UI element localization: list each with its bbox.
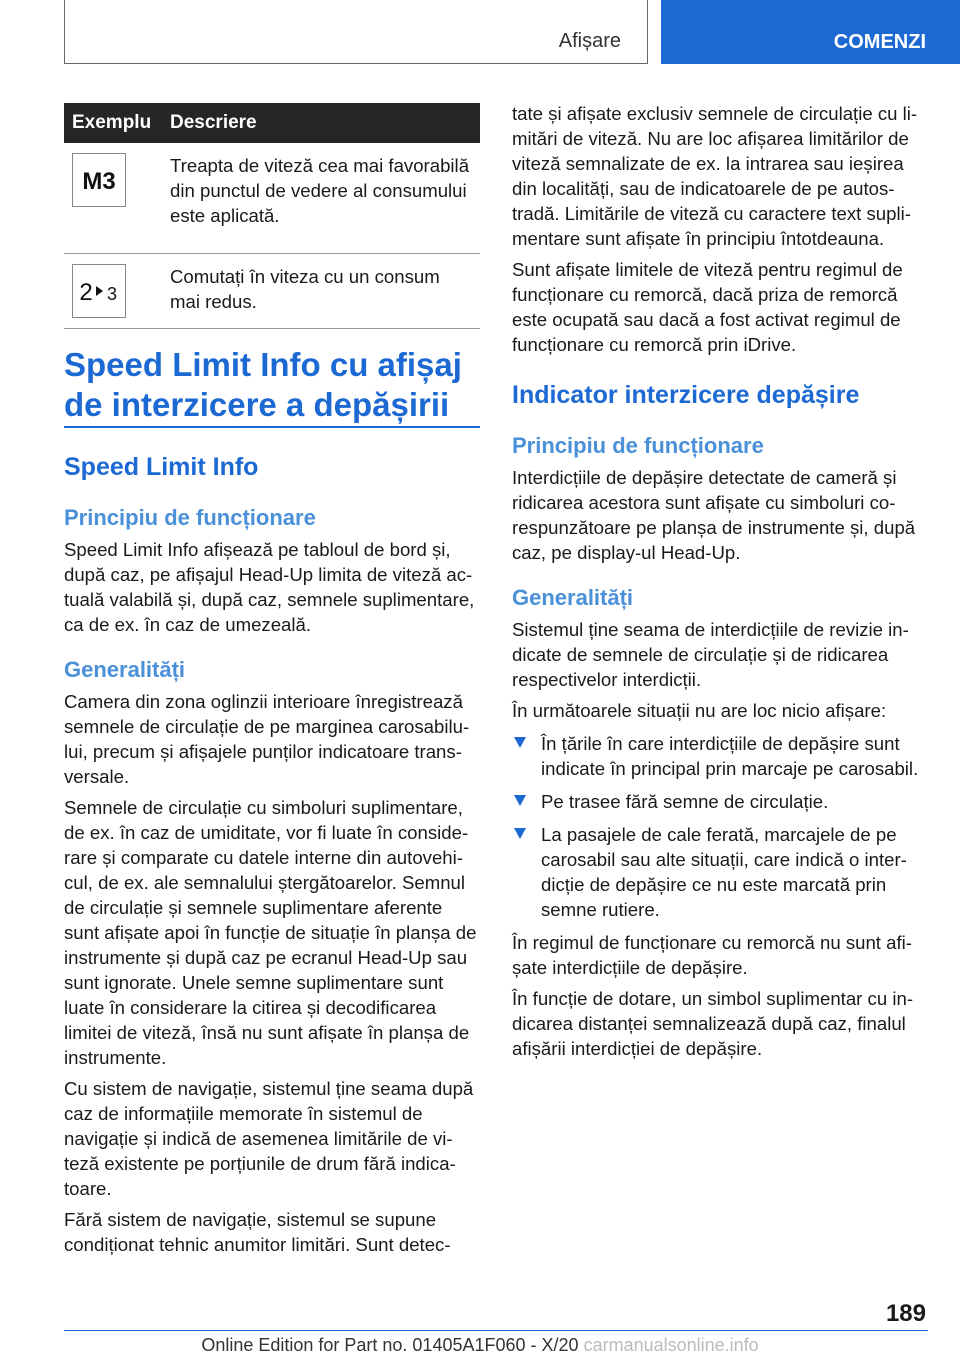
footer-watermark: carmanualsonline.info — [583, 1335, 759, 1355]
shift-to-gear: 3 — [106, 284, 118, 304]
bullet-triangle-icon — [514, 795, 526, 806]
list-item — [512, 731, 924, 781]
left-column-content — [64, 451, 480, 1263]
bullet-triangle-icon — [514, 828, 526, 839]
continued-paragraph: tate și afișate exclusiv semnele de circulație cu limitări de viteză. Nu are loc afișarea limitărilor de viteză semnalizate de ex. la intrarea sau ieșirea din localități, sau de indicatoarele de pe autostradă. Limitările de viteză cu caractere text suplimentare sunt afișate în principiu întotdeauna. — [512, 103, 918, 249]
general-paragraph: Camera din zona oglinzii interioare înregistrează semnele de circulație de pe marginea carosabilului, precum și afișajele punților indicatoare transversale. — [64, 691, 470, 787]
header-section-box — [64, 0, 648, 64]
table-header-row — [64, 103, 480, 143]
general-paragraph: Sistemul ține seama de interdicțiile de revizie indicate de semnele de circulație și de ridicarea respectivelor interdicții. — [512, 619, 909, 690]
table-header-description: Descriere — [162, 103, 480, 143]
general-heading: Generalități — [512, 585, 634, 610]
header-chapter-tab[interactable] — [661, 0, 960, 64]
bullet-triangle-icon — [514, 737, 526, 748]
principle-heading: Principiu de funcționare — [512, 433, 764, 458]
gear-m3-icon — [72, 153, 126, 207]
general-paragraph: În următoarele situații nu are loc nicio afișare: — [512, 700, 887, 721]
title-divider — [64, 426, 480, 428]
list-item-text: La pasajele de cale ferată, marcajele de pe carosabil sau alte situații, care indică o interdicție de depășire ce nu este marcată prin semne rutiere. — [541, 824, 907, 920]
table-row — [64, 143, 480, 254]
shift-from-gear: 2 — [79, 279, 93, 306]
table-cell-description: Treapta de viteză cea mai favorabilă din punctul de vedere al consumului este aplicată. — [162, 143, 480, 254]
list-item-text: În țările în care interdicțiile de depășire sunt indicate în principal prin marcaje pe carosabil. — [541, 733, 919, 779]
header-chapter-title: COMENZI — [833, 31, 926, 53]
footer-divider — [64, 1330, 928, 1331]
gear-m3-icon-text: M3 — [82, 168, 116, 195]
table-row — [64, 254, 480, 329]
table-header-example: Exemplu — [64, 103, 162, 143]
trailer-paragraph: Sunt afișate limitele de viteză pentru regimul de funcționare cu remorcă, dacă priza de remorcă este ocupată sau dacă a fost activat regimul de funcționare cu remorcă prin iDrive. — [512, 259, 903, 355]
speed-limit-info-heading: Speed Limit Info — [64, 453, 259, 481]
situations-list — [512, 731, 924, 922]
page-number: 189 — [885, 1300, 926, 1327]
principle-text: Speed Limit Info afișează pe tabloul de bord și, după caz, pe afișajul Head-Up limita de viteză actuală valabilă și, după caz, semnele suplimentare, ca de ex. în caz de umezeală. — [64, 539, 475, 635]
table-cell-icon — [64, 254, 162, 329]
general-paragraph: În regimul de funcționare cu remorcă nu sunt afișate interdicțiile de depășire. — [512, 932, 912, 978]
general-paragraph: Cu sistem de navigație, sistemul ține seama după caz de informațiile memorate în sistemul de navigație și indică de asemenea limitările de viteză existente pe porțiunile de drum fără indicatoare. — [64, 1078, 474, 1199]
header-section-title: Afișare — [558, 30, 621, 52]
general-paragraph: Fără sistem de navigație, sistemul se supune condiționat tehnic anumitor limitări. Sunt detec- — [64, 1209, 451, 1255]
general-paragraph: Semnele de circulație cu simboluri suplimentare, de ex. în caz de umiditate, vor fi luate în considerare și comparate cu datele interne din autovehicul, de ex. ale semnalului ștergătoarelor. Semnul de circulație și semnele suplimentare aferente sunt afișate apoi în funcție de situație în planșa de instrumente și după caz pe ecranul Head-Up sau sunt ignorate. Unele semne suplimentare sunt luate în considerare la citirea și decodificarea limitei de viteză, însă nu sunt afișate în planșa de instrumente. — [64, 797, 477, 1068]
general-heading: Generalități — [64, 657, 186, 682]
footer-edition: Online Edition for Part no. 01405A1F060 - X/20 — [201, 1335, 579, 1355]
principle-heading: Principiu de funcționare — [64, 505, 316, 530]
footer — [0, 1335, 960, 1356]
overtaking-indicator-heading: Indicator interzicere depășire — [512, 381, 860, 409]
list-item — [512, 789, 924, 814]
principle-text: Interdicțiile de depășire detectate de cameră și ridicarea acestora sunt afișate cu simboluri corespunzătoare pe planșa de instrumente și, după caz, pe display-ul Head-Up. — [512, 467, 916, 563]
list-item — [512, 822, 924, 922]
shift-up-icon — [72, 264, 126, 318]
table-cell-description: Comutați în viteza cu un consum mai redus. — [162, 254, 480, 329]
section-title: Speed Limit Info cu afișaj de interzicere a depășirii — [64, 346, 462, 423]
list-item-text: Pe trasee fără semne de circulație. — [541, 791, 829, 812]
table-cell-icon — [64, 143, 162, 254]
example-table — [64, 103, 480, 329]
general-paragraph: În funcție de dotare, un simbol suplimentar cu indicarea distanței semnalizează după caz, finalul afișării interdicției de depășire. — [512, 988, 914, 1059]
right-column-content — [512, 101, 924, 1067]
